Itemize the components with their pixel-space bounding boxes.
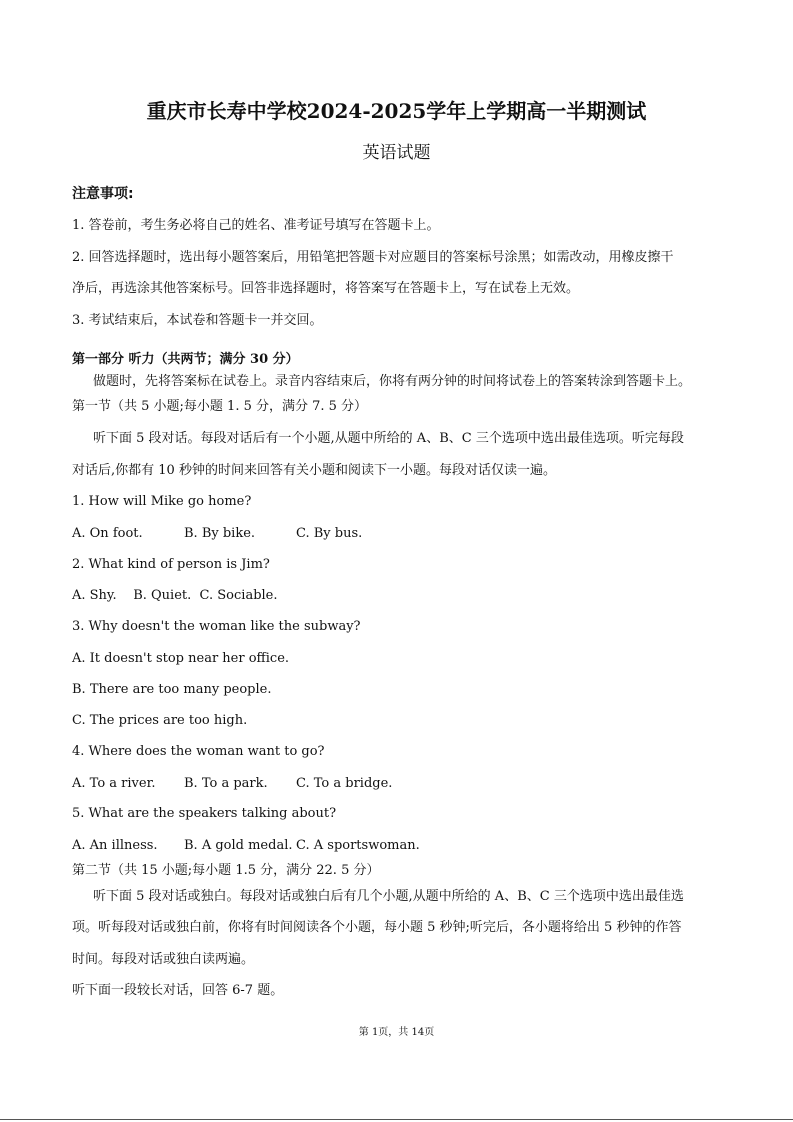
section2-intro-line-2: 项。听每段对话或独白前，你将有时间阅读各个小题，每小题 5 秒钟;听完后，各小题将给出 5 秒钟的作答	[72, 920, 682, 935]
question-4-option-a: A. To a river.	[72, 776, 156, 791]
page-bottom-rule	[0, 1119, 793, 1120]
question-1-option-b: B. By bike.	[184, 526, 256, 541]
question-4-stem: 4. Where does the woman want to go?	[72, 744, 325, 759]
question-2-options: A. Shy. B. Quiet. C. Sociable.	[72, 588, 278, 603]
question-2-stem: 2. What kind of person is Jim?	[72, 557, 270, 572]
section1-intro-line-2: 对话后,你都有 10 秒钟的时间来回答有关小题和阅读下一小题。每段对话仅读一遍。	[72, 463, 556, 478]
exam-title: 重庆市长寿中学校2024-2025学年上学期高一半期测试	[146, 99, 647, 123]
question-5-option-c: C. A sportswoman.	[296, 838, 420, 853]
question-1-option-a: A. On foot.	[72, 526, 143, 541]
section2-heading: 第二节（共 15 小题;每小题 1.5 分，满分 22. 5 分）	[72, 863, 380, 878]
question-1-stem: 1. How will Mike go home?	[72, 494, 252, 509]
notice-heading: 注意事项:	[72, 186, 134, 202]
question-5-option-a: A. An illness.	[72, 838, 158, 853]
section1-heading: 第一节（共 5 小题;每小题 1. 5 分，满分 7. 5 分）	[72, 399, 368, 414]
question-4-option-b: B. To a park.	[184, 776, 268, 791]
exam-subtitle: 英语试题	[362, 143, 431, 163]
section2-instruction: 听下面一段较长对话，回答 6-7 题。	[72, 983, 284, 998]
notice-item-2-line-2: 净后，再选涂其他答案标号。回答非选择题时，将答案写在答题卡上，写在试卷上无效。	[72, 281, 580, 296]
question-3-option-b: B. There are too many people.	[72, 682, 272, 697]
section2-intro-line-3: 时间。每段对话或独白读两遍。	[72, 952, 255, 967]
question-4-option-c: C. To a bridge.	[296, 776, 393, 791]
question-3-stem: 3. Why doesn't the woman like the subway?	[72, 619, 361, 634]
part1-intro: 做题时，先将答案标在试卷上。录音内容结束后，你将有两分钟的时间将试卷上的答案转涂到答题卡上。	[93, 374, 692, 389]
question-3-option-a: A. It doesn't stop near her office.	[72, 651, 290, 666]
section1-intro-line-1: 听下面 5 段对话。每段对话后有一个小题,从题中所给的 A、B、C 三个选项中选出最佳选项。听完每段	[93, 431, 684, 446]
question-3-option-c: C. The prices are too high.	[72, 713, 248, 728]
notice-item-3: 3. 考试结束后，本试卷和答题卡一并交回。	[72, 313, 323, 328]
question-5-option-b: B. A gold medal.	[184, 838, 293, 853]
question-1-option-c: C. By bus.	[296, 526, 363, 541]
notice-item-2-line-1: 2. 回答选择题时，选出每小题答案后，用铅笔把答题卡对应题目的答案标号涂黑；如需改动，用橡皮擦干	[72, 250, 674, 265]
page-footer: 第 1页，共 14页	[358, 1027, 435, 1038]
part1-heading: 第一部分 听力（共两节；满分 30 分）	[72, 352, 299, 367]
section2-intro-line-1: 听下面 5 段对话或独白。每段对话或独白后有几个小题,从题中所给的 A、B、C 三个选项中选出最佳选	[93, 889, 684, 904]
notice-item-1: 1. 答卷前，考生务必将自己的姓名、准考证号填写在答题卡上。	[72, 218, 440, 233]
question-5-stem: 5. What are the speakers talking about?	[72, 806, 337, 821]
